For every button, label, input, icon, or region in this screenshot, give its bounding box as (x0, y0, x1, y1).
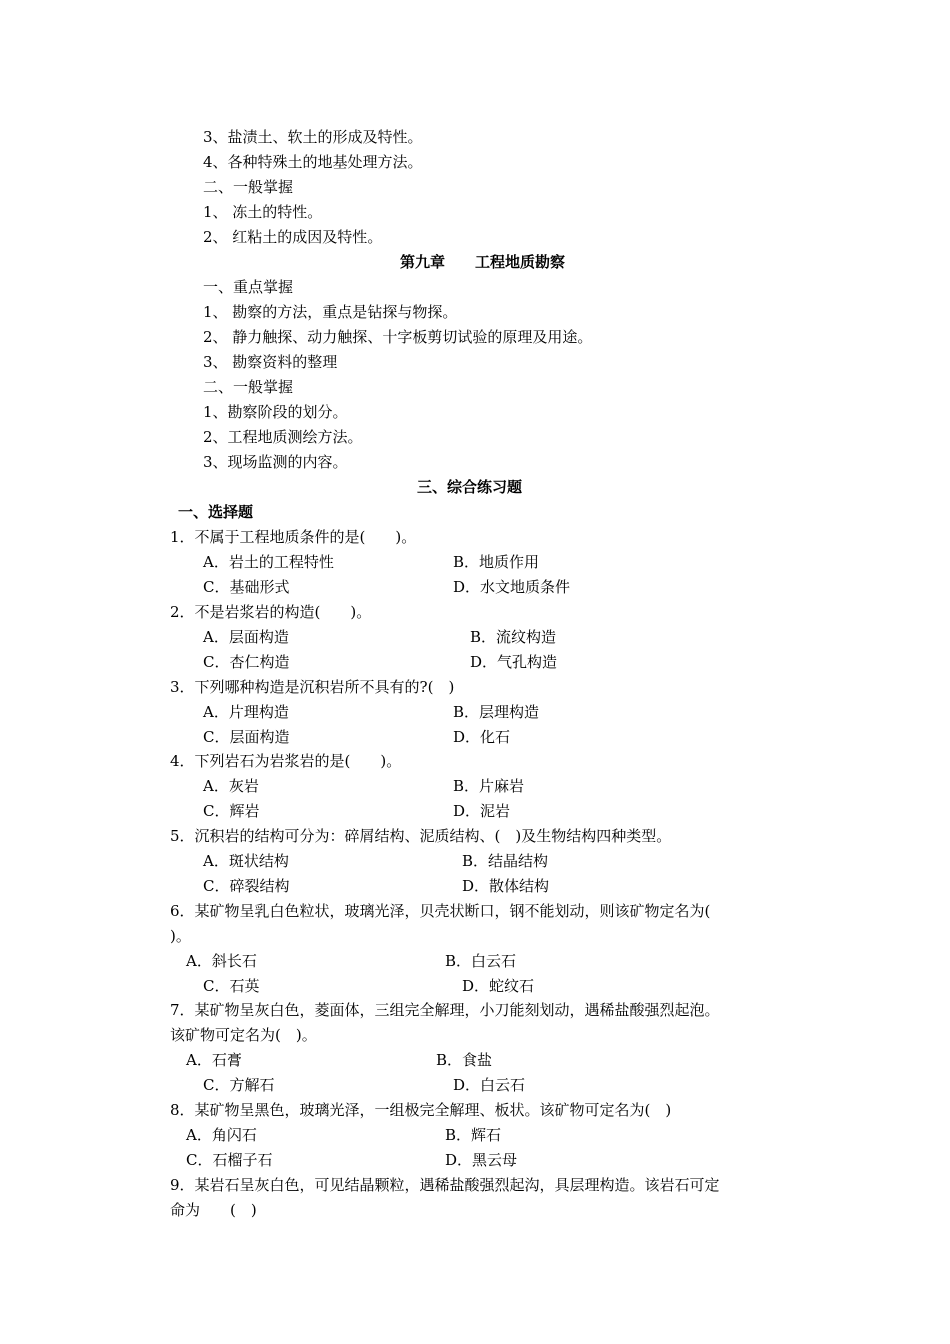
option-b: B．流纹构造 (470, 628, 557, 646)
option-a: A．角闪石 (186, 1126, 257, 1144)
option-b: B．层理构造 (453, 703, 540, 721)
question-stem-cont: 该矿物可定名为( )。 (170, 1026, 317, 1044)
option-a: A．层面构造 (203, 628, 289, 646)
question-stem: 7．某矿物呈灰白色，菱面体，三组完全解理，小刀能刻划动，遇稀盐酸强烈起泡。 (170, 1001, 720, 1019)
key-item: 3、 勘察资料的整理 (203, 353, 338, 371)
req-item: 1、 冻土的特性。 (203, 203, 323, 221)
option-d: D．化石 (453, 728, 511, 746)
question-stem: 4．下列岩石为岩浆岩的是( )。 (170, 752, 402, 770)
option-a: A．灰岩 (203, 777, 259, 795)
key-heading: 一、重点掌握 (203, 278, 294, 296)
option-b: B．地质作用 (453, 553, 540, 571)
option-c: C．方解石 (203, 1076, 275, 1094)
option-d: D．黑云母 (445, 1151, 518, 1169)
option-d: D．蛇纹石 (462, 977, 535, 995)
option-a: A．斑状结构 (203, 852, 289, 870)
option-c: C．基础形式 (203, 578, 290, 596)
question-stem: 5．沉积岩的结构可分为：碎屑结构、泥质结构、( )及生物结构四种类型。 (170, 827, 672, 845)
option-c: C．石英 (203, 977, 260, 995)
question-stem-cont: )。 (170, 927, 191, 945)
general-heading: 二、一般掌握 (203, 378, 294, 396)
exercises-title: 三、综合练习题 (417, 478, 523, 496)
section-heading: 一、选择题 (178, 503, 254, 521)
option-b: B．结晶结构 (462, 852, 549, 870)
option-d: D．气孔构造 (470, 653, 558, 671)
key-item: 2、 静力触探、动力触探、十字板剪切试验的原理及用途。 (203, 328, 593, 346)
req-item: 3、盐渍土、软土的形成及特性。 (203, 128, 423, 146)
option-b: B．片麻岩 (453, 777, 525, 795)
option-c: C．辉岩 (203, 802, 260, 820)
option-c: C．碎裂结构 (203, 877, 290, 895)
option-b: B．食盐 (436, 1051, 493, 1069)
req-item: 4、各种特殊土的地基处理方法。 (203, 153, 423, 171)
key-item: 1、 勘察的方法，重点是钻探与物探。 (203, 303, 458, 321)
option-d: D．白云石 (453, 1076, 526, 1094)
option-a: A．斜长石 (186, 952, 257, 970)
option-a: A．岩土的工程特性 (203, 553, 334, 571)
general-item: 3、现场监测的内容。 (203, 453, 348, 471)
general-item: 1、勘察阶段的划分。 (203, 403, 348, 421)
chapter-title: 第九章 工程地质勘察 (400, 253, 566, 271)
option-b: B．辉石 (445, 1126, 502, 1144)
option-c: C．石榴子石 (186, 1151, 273, 1169)
question-stem: 2．不是岩浆岩的构造( )。 (170, 603, 372, 621)
req-item: 2、 红粘土的成因及特性。 (203, 228, 383, 246)
question-stem: 1．不属于工程地质条件的是( )。 (170, 528, 417, 546)
general-item: 2、工程地质测绘方法。 (203, 428, 363, 446)
option-c: C．层面构造 (203, 728, 290, 746)
option-d: D．散体结构 (462, 877, 550, 895)
option-b: B．白云石 (445, 952, 517, 970)
option-d: D．泥岩 (453, 802, 511, 820)
question-stem: 8．某矿物呈黑色，玻璃光泽，一组极完全解理、板状。该矿物可定名为( ) (170, 1101, 672, 1119)
option-c: C．杏仁构造 (203, 653, 290, 671)
req-heading: 二、一般掌握 (203, 178, 294, 196)
question-stem: 3．下列哪种构造是沉积岩所不具有的?( ) (170, 678, 455, 696)
question-stem: 9．某岩石呈灰白色，可见结晶颗粒，遇稀盐酸强烈起沟，具层理构造。该岩石可定 (170, 1176, 720, 1194)
option-d: D．水文地质条件 (453, 578, 571, 596)
question-stem-cont: 命为 ( ) (170, 1201, 257, 1219)
option-a: A．石膏 (186, 1051, 242, 1069)
question-stem: 6．某矿物呈乳白色粒状，玻璃光泽，贝壳状断口，钢不能划动，则该矿物定名为( (170, 902, 711, 920)
option-a: A．片理构造 (203, 703, 289, 721)
